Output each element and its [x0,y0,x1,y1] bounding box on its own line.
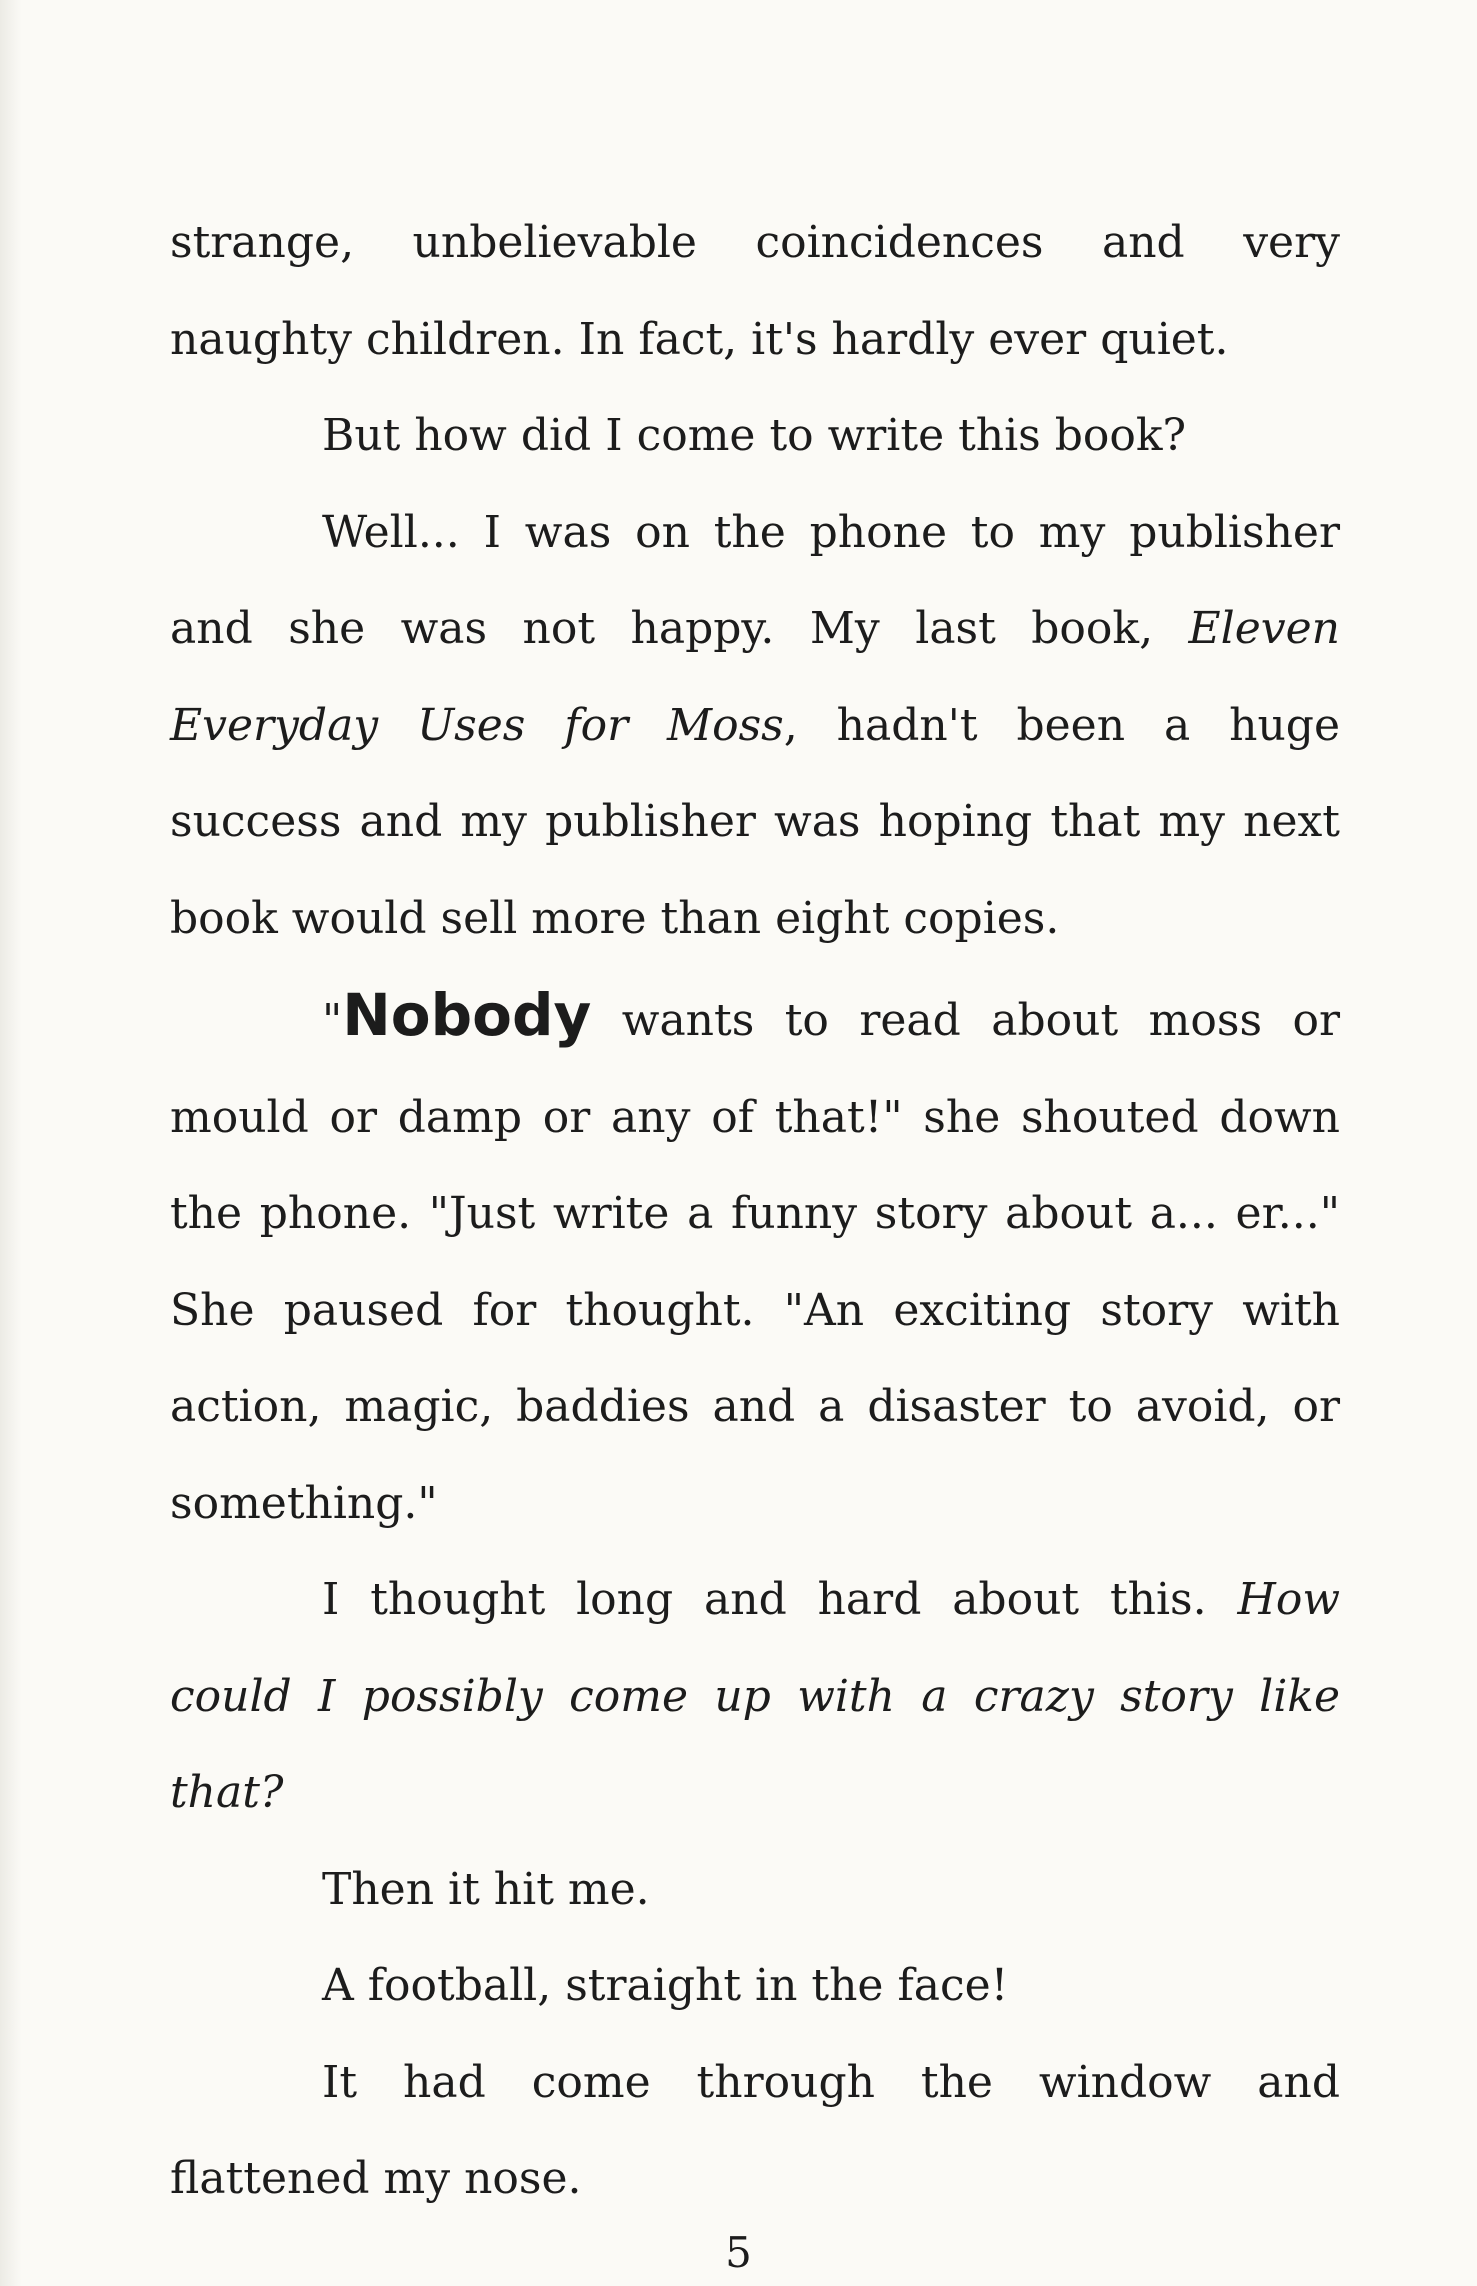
paragraph-3 [170,485,1340,968]
text-run: It had come through the window and flattened my nose. [170,2056,1340,2204]
text-run: " [322,995,343,1046]
text-run: Well... I was on the phone to my publisher and she was not happy. My last book, [170,506,1340,654]
paragraph-6 [170,1842,1340,1939]
paragraph-5 [170,1552,1340,1842]
italic-thought: How could I possibly come up with a crazy story like that? [170,1574,1340,1818]
paragraph-8 [170,2035,1340,2228]
text-run: Then it hit me. [322,1863,650,1915]
page-edge-shadow [0,0,22,2286]
emphasized-word: Nobody [342,981,592,1049]
paragraph-2 [170,388,1340,485]
text-run: A football, straight in the face! [322,1960,1009,2011]
text-run: , hadn't been a huge success and my publisher was hoping that my next book would sell more than eight copies. [170,699,1340,944]
book-title: Eleven Everyday Uses for Moss [170,603,1340,751]
text-run: strange, unbelievable coincidences and very naughty children. In fact, it's hardly ever quiet. [170,217,1340,365]
text-run: But how did I come to write this book? [322,410,1187,461]
text-run: I thought long and hard about this. [322,1574,1238,1625]
paragraph-4 [170,967,1340,1552]
paragraph-7 [170,1938,1340,2035]
text-run: wants to read about moss or mould or damp or any of that!" she shouted down the phone. "Just write a funny story about a... er..." She paused for thought. "An exciting story with action, magic, baddies and a disaster to avoid, or something." [170,995,1340,1529]
paragraph-1 [170,195,1340,388]
body-text [170,195,1340,2228]
page-number: 5 [725,2228,752,2277]
